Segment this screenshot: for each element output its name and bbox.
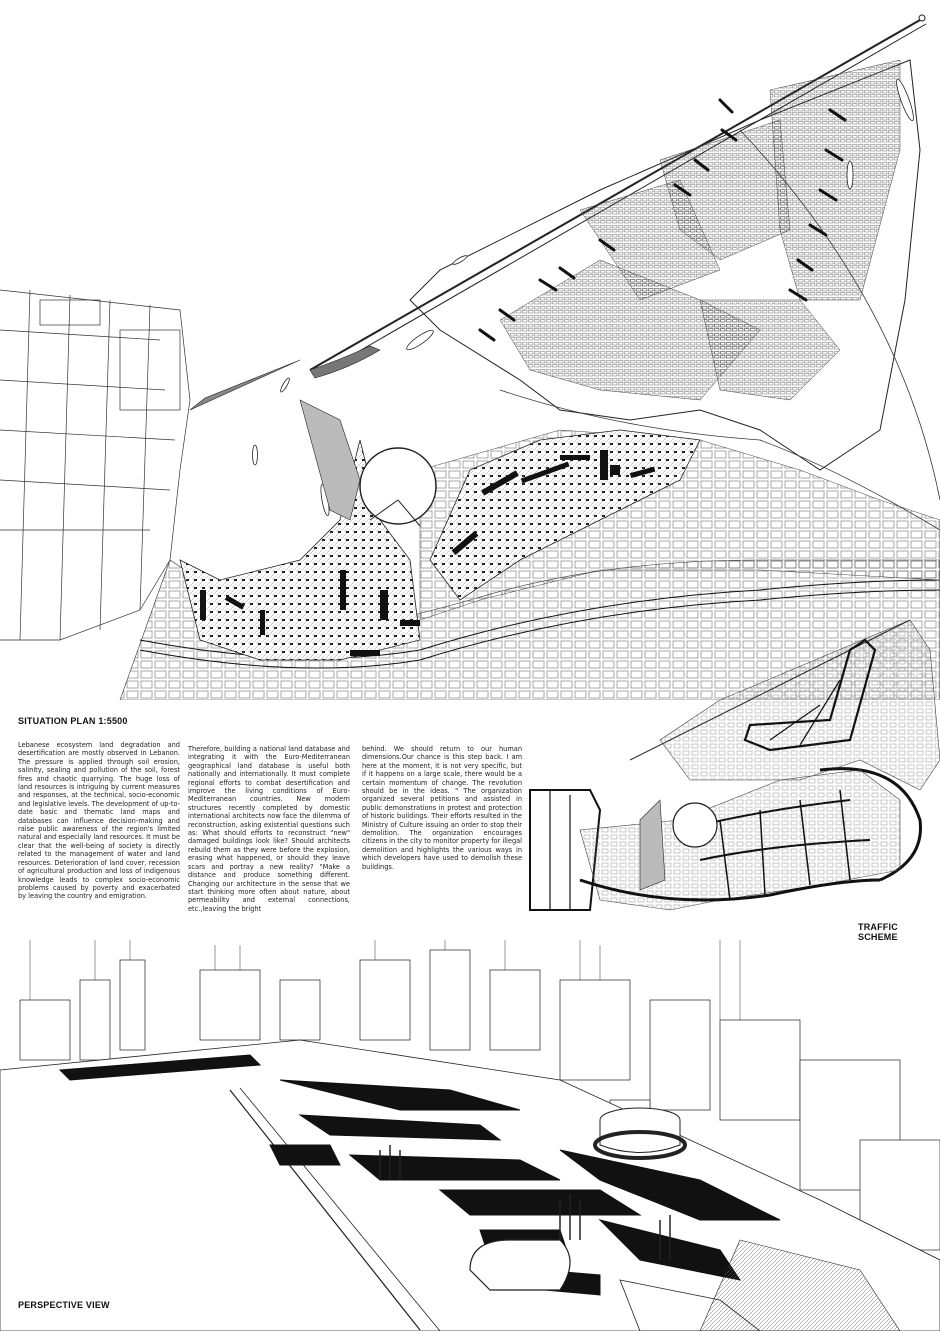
text-column-3: behind. We should return to our human dimensions.Our chance is this step back. I am here at the moment, it is not very specific, but if it happens on a large scale, there would be a certain momentum of change. The revolution should be in the ideas. " The organization organized several petitions and assisted in public demonstrations in protest and protection of historic buildings. Their efforts resulted in the Ministry of Culture issuing an order to stop their demolition. The organization encourages citizens in the city to monitor property for illegal demolition and highlights the various ways in which developers have used to demolish these buildings. (362, 745, 522, 871)
traffic-scheme-label: TRAFFIC SCHEME (858, 922, 898, 942)
perspective-view-label: PERSPECTIVE VIEW (18, 1300, 110, 1310)
traffic-scheme-drawing (520, 610, 940, 920)
situation-plan-label: SITUATION PLAN 1:5500 (18, 716, 128, 726)
perspective-view-drawing (0, 940, 940, 1331)
text-column-2: Therefore, building a national land database and integrating it with the Euro-Mediterranean geographical land database is useful both nationally and internationally. It must complete regional efforts to combat desertification and improve the living conditions of Euro-Mediterranean countries. New modern structures recently completed by domestic international architects now face the dilemma of reconstruction, asking existential questions such as: What should efforts to reconstruct "new" damaged buildings look like? Should architects rebuild them as they were before the explosion, erasing what happened, or should they leave scars and portray a new reality? "Make a distance and produce something different. Changing our architecture in the sense that we start thinking more often about nature, about permeability and external connections, etc.,leaving the bright (188, 745, 350, 913)
text-column-1: Lebanese ecosystem land degradation and desertification are mostly observed in Lebanon. The pressure is applied through soil erosion, salinity, sealing and pollution of the soil, forest fires and chaotic quarrying. The huge loss of land resources is intriguing by current measures and responses, at the technical, socio-economic and legislative levels. The development of up-to-date basic and thematic land maps and databases can influence decision-making and raise public awareness of the region's limited natural and especially land resources. It must be clear that the well-being of society is directly related to the management of water and land resources. Deterioration of land cover, recession of agricultural production and loss of indigenous knowledge leads to complex socio-economic problems caused by poverty and exacerbated by leaving the country and emigration. (18, 741, 180, 901)
